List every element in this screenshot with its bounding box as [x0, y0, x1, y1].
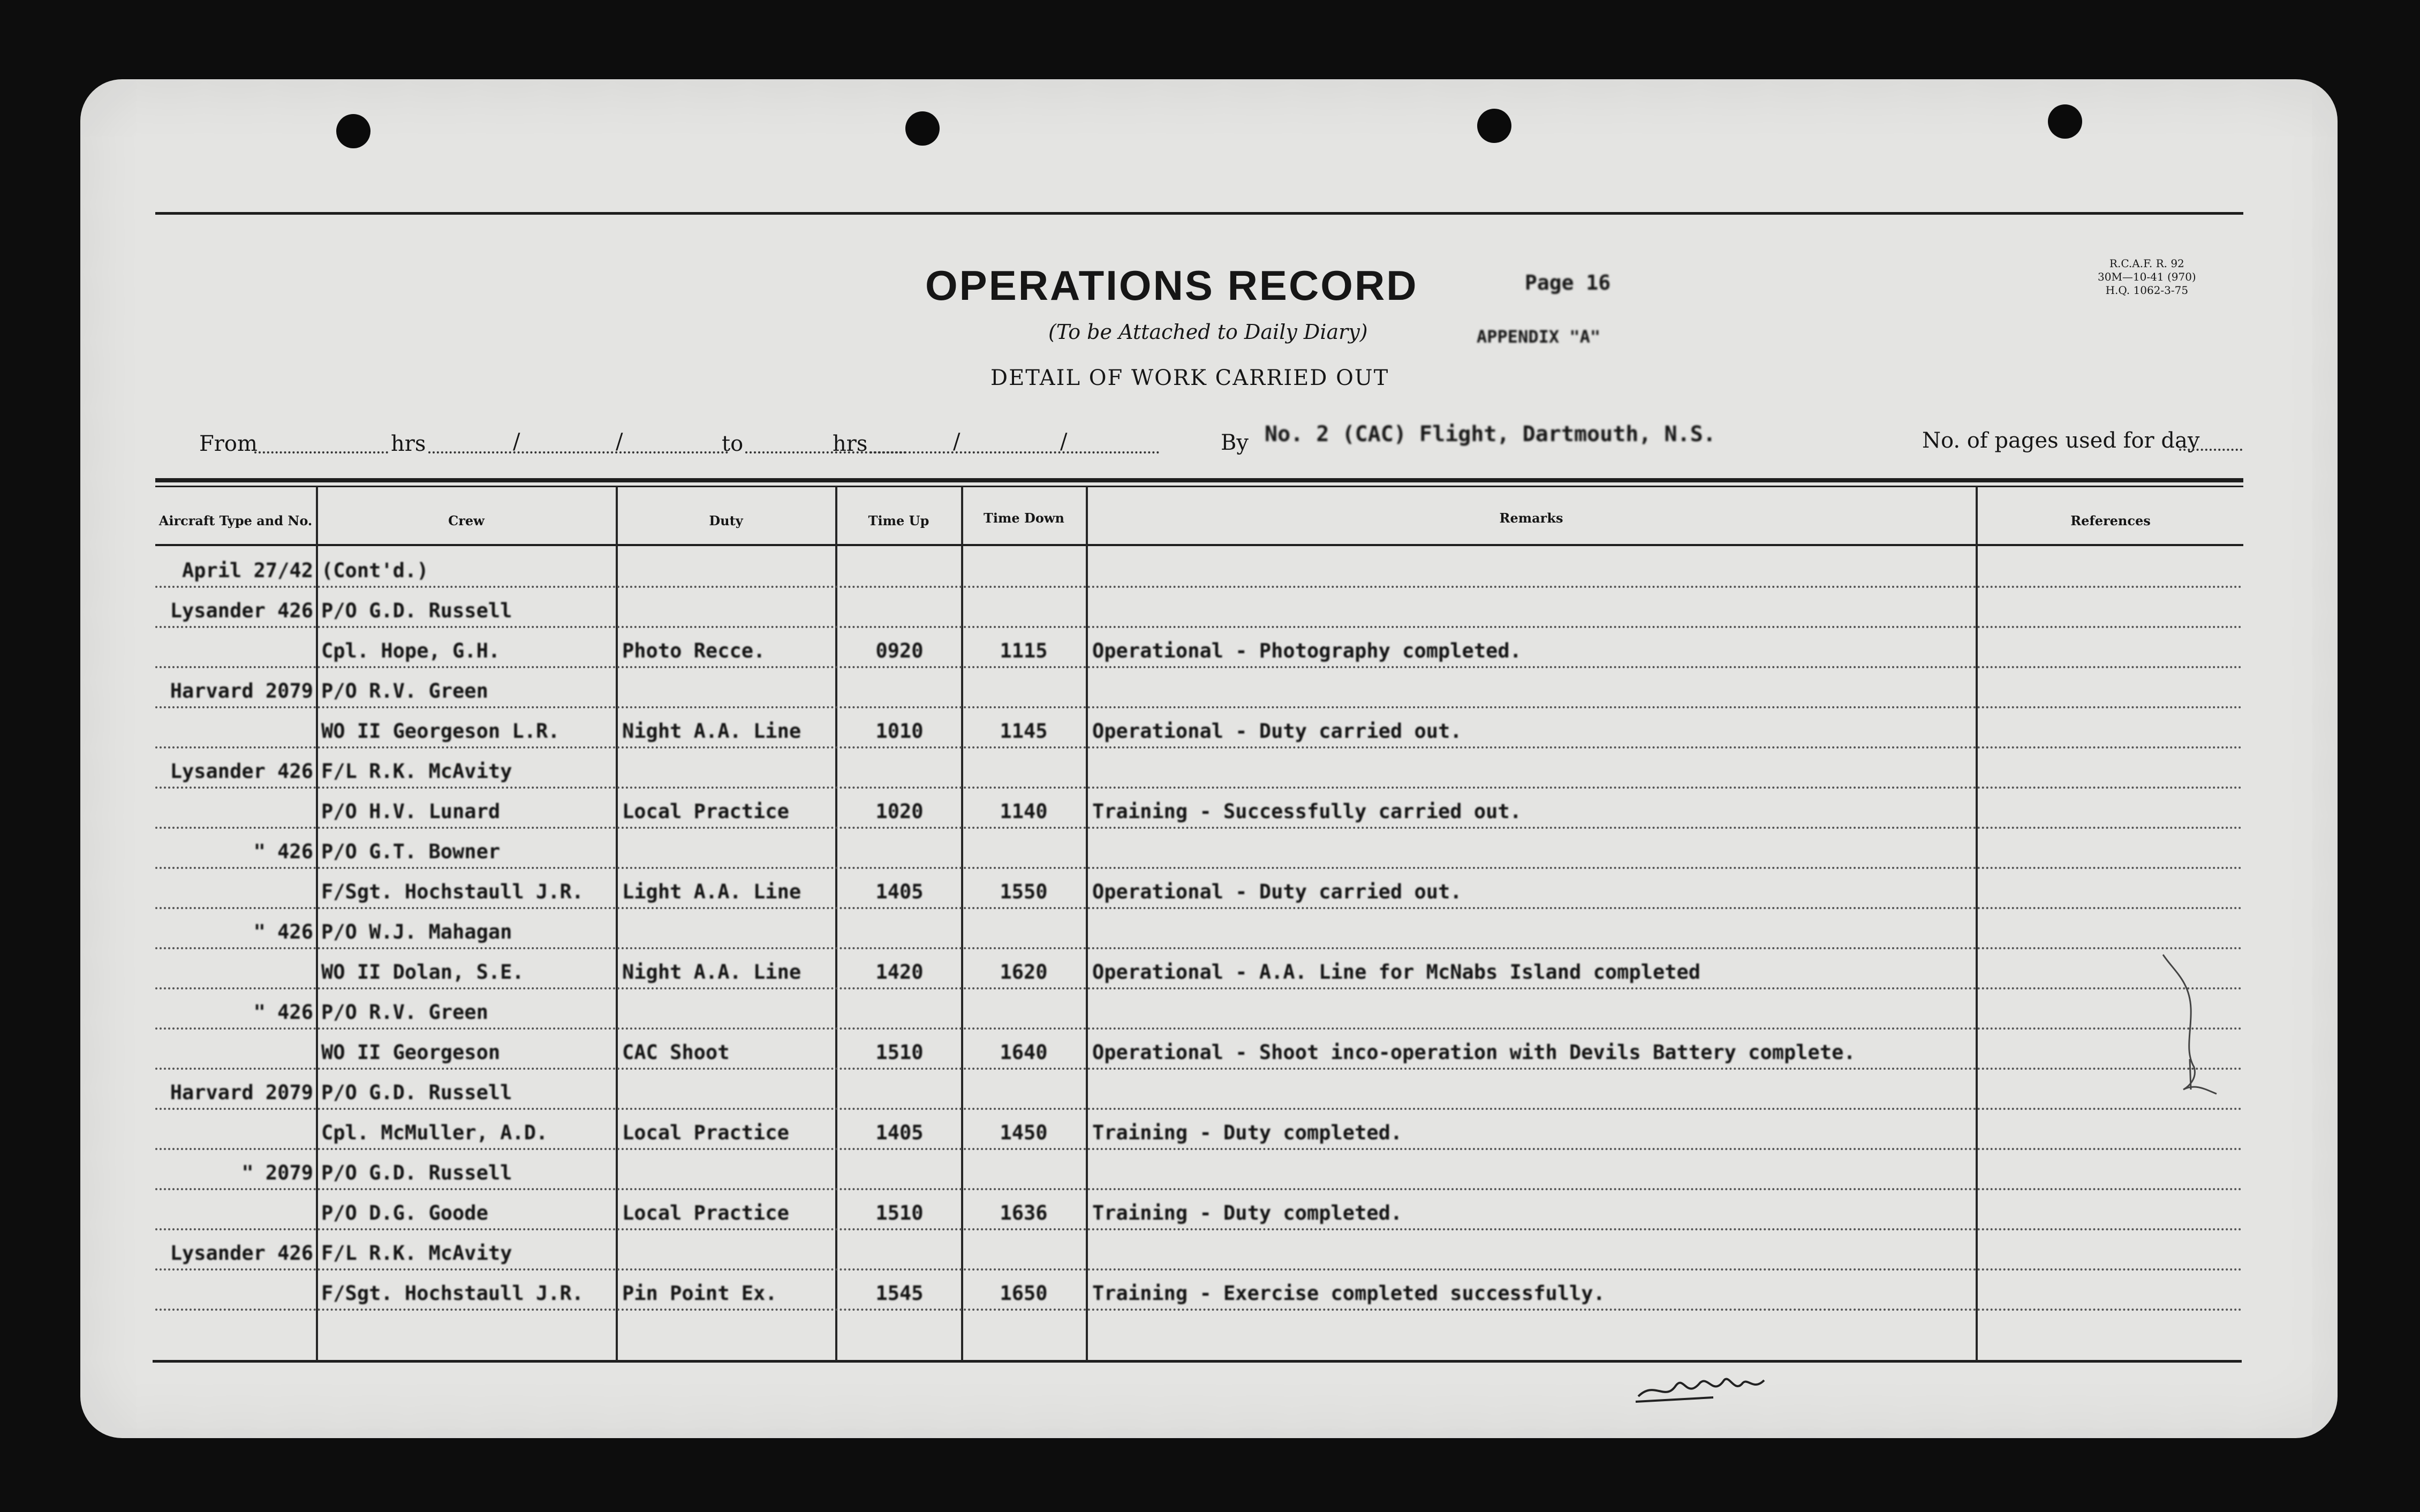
cell-aircraft: Lysander 426 [170, 1242, 313, 1265]
cell-crew: P/O R.V. Green [321, 679, 488, 702]
cell-crew: P/O G.D. Russell [321, 599, 512, 622]
pages-label: No. of pages used for day [1922, 428, 2200, 453]
row-rule [155, 1309, 2243, 1311]
row-rule [155, 1268, 2243, 1271]
row-rule [155, 987, 2243, 989]
cell-crew: P/O H.V. Lunard [321, 800, 501, 823]
cell-crew: P/O G.T. Bowner [321, 840, 501, 863]
cell-up: 1420 [875, 961, 924, 984]
cell-down: 1636 [1000, 1201, 1048, 1224]
cell-remarks: Training - Successfully carried out. [1092, 800, 1522, 823]
from-label: From [199, 432, 258, 456]
from-field [254, 451, 388, 453]
row-rule [155, 907, 2243, 909]
cell-down: 1650 [1000, 1282, 1048, 1305]
cell-duty: Pin Point Ex. [622, 1282, 777, 1305]
column-header-references: References [2070, 513, 2151, 528]
cell-remarks: Training - Duty completed. [1092, 1201, 1403, 1224]
header-bottom-rule [155, 544, 2243, 546]
cell-down: 1550 [1000, 880, 1048, 903]
row-rule [155, 1188, 2243, 1190]
row-rule [155, 867, 2243, 869]
row-rule [155, 586, 2243, 588]
cell-remarks: Operational - Duty carried out. [1092, 880, 1462, 903]
date-slash: / [953, 429, 961, 454]
punch-hole [336, 114, 370, 148]
row-rule [155, 947, 2243, 949]
top-rule [155, 212, 2243, 215]
cell-aircraft: " 426 [253, 840, 313, 863]
hrs-label: hrs [833, 432, 868, 456]
row-rule [155, 746, 2243, 749]
cell-up: 1020 [875, 800, 924, 823]
cell-up: 0920 [875, 639, 924, 662]
cell-crew: F/L R.K. McAvity [321, 1242, 512, 1265]
cell-down: 1115 [1000, 639, 1048, 662]
cell-up: 1545 [875, 1282, 924, 1305]
cell-aircraft: Lysander 426 [170, 599, 313, 622]
cell-duty: Local Practice [622, 1201, 789, 1224]
row-rule [155, 1148, 2243, 1150]
cell-aircraft: " 426 [253, 920, 313, 943]
form-code: R.C.A.F. R. 92 30M—10-41 (970) H.Q. 1062-3-75 [2098, 257, 2196, 297]
by-label: By [1221, 430, 1249, 455]
cell-remarks: Operational - Shoot inco-operation with Devils Battery complete. [1092, 1041, 1856, 1064]
row-rule [155, 706, 2243, 708]
row-rule [155, 1108, 2243, 1110]
cell-up: 1405 [875, 880, 924, 903]
punch-hole [2048, 104, 2082, 139]
cell-remarks: Operational - Duty carried out. [1092, 720, 1462, 743]
punch-hole [905, 111, 940, 146]
cell-crew: WO II Georgeson L.R. [321, 720, 560, 743]
column-header-duty: Duty [709, 513, 743, 528]
column-header-time-up: Time Up [868, 513, 929, 528]
document-subtitle: (To be Attached to Daily Diary) [1048, 320, 1368, 344]
row-rule [155, 787, 2243, 789]
cell-aircraft: Lysander 426 [170, 760, 313, 783]
date-field [870, 451, 1159, 453]
cell-down: 1450 [1000, 1121, 1048, 1144]
cell-duty: Light A.A. Line [622, 880, 801, 903]
column-header-crew: Crew [448, 513, 485, 528]
date-slash: / [513, 429, 520, 454]
date-slash: / [616, 429, 623, 454]
table-top-rule [155, 478, 2243, 482]
cell-duty: Local Practice [622, 1121, 789, 1144]
cell-crew: P/O G.D. Russell [321, 1081, 512, 1104]
to-label: to [722, 432, 744, 456]
by-value: No. 2 (CAC) Flight, Dartmouth, N.S. [1265, 422, 1716, 447]
column-header-remarks: Remarks [1499, 510, 1563, 526]
pencil-mark-icon [2152, 949, 2238, 1110]
cell-aircraft: April 27/42 [182, 559, 313, 582]
cell-aircraft: Harvard 2079 [170, 1081, 313, 1104]
row-rule [155, 1228, 2243, 1230]
record-card [80, 79, 2338, 1438]
cell-down: 1620 [1000, 961, 1048, 984]
cell-crew: WO II Georgeson [321, 1041, 501, 1064]
cell-crew: F/Sgt. Hochstaull J.R. [321, 1282, 584, 1305]
cell-crew: WO II Dolan, S.E. [321, 961, 524, 984]
cell-duty: Photo Recce. [622, 639, 766, 662]
cell-aircraft: " 426 [253, 1001, 313, 1024]
cell-remarks: Training - Exercise completed successfully. [1092, 1282, 1605, 1305]
page-label: Page 16 [1525, 271, 1611, 294]
cell-crew: P/O W.J. Mahagan [321, 920, 512, 943]
cell-down: 1640 [1000, 1041, 1048, 1064]
column-header-aircraft: Aircraft Type and No. [158, 513, 313, 528]
cell-duty: Night A.A. Line [622, 720, 801, 743]
cell-crew: (Cont'd.) [321, 559, 429, 582]
cell-crew: P/O R.V. Green [321, 1001, 488, 1024]
signature-icon [1633, 1359, 1772, 1418]
cell-down: 1145 [1000, 720, 1048, 743]
appendix-label: APPENDIX "A" [1477, 327, 1601, 347]
cell-aircraft: " 2079 [241, 1161, 313, 1184]
cell-down: 1140 [1000, 800, 1048, 823]
cell-aircraft: Harvard 2079 [170, 679, 313, 702]
cell-up: 1510 [875, 1201, 924, 1224]
table-bottom-rule [153, 1360, 2242, 1363]
detail-heading: DETAIL OF WORK CARRIED OUT [990, 366, 1389, 390]
punch-hole [1477, 109, 1511, 143]
cell-crew: P/O D.G. Goode [321, 1201, 488, 1224]
cell-crew: F/Sgt. Hochstaull J.R. [321, 880, 584, 903]
date-slash: / [1060, 429, 1068, 454]
row-rule [155, 827, 2243, 829]
row-rule [155, 666, 2243, 668]
document-title: OPERATIONS RECORD [925, 262, 1418, 309]
cell-crew: P/O G.D. Russell [321, 1161, 512, 1184]
row-rule [155, 1068, 2243, 1070]
row-rule [155, 1027, 2243, 1030]
cell-duty: CAC Shoot [622, 1041, 730, 1064]
cell-duty: Local Practice [622, 800, 789, 823]
cell-remarks: Training - Duty completed. [1092, 1121, 1403, 1144]
column-header-time-down: Time Down [984, 510, 1064, 526]
cell-crew: Cpl. Hope, G.H. [321, 639, 501, 662]
cell-up: 1405 [875, 1121, 924, 1144]
cell-crew: Cpl. McMuller, A.D. [321, 1121, 548, 1144]
cell-crew: F/L R.K. McAvity [321, 760, 512, 783]
cell-up: 1010 [875, 720, 924, 743]
cell-remarks: Operational - Photography completed. [1092, 639, 1522, 662]
date-field [428, 451, 728, 453]
cell-duty: Night A.A. Line [622, 961, 801, 984]
cell-remarks: Operational - A.A. Line for McNabs Island completed [1092, 961, 1701, 984]
hrs-label: hrs [391, 432, 426, 456]
row-rule [155, 626, 2243, 628]
pages-field [2179, 449, 2242, 451]
table-top-rule-thin [155, 486, 2243, 487]
cell-up: 1510 [875, 1041, 924, 1064]
